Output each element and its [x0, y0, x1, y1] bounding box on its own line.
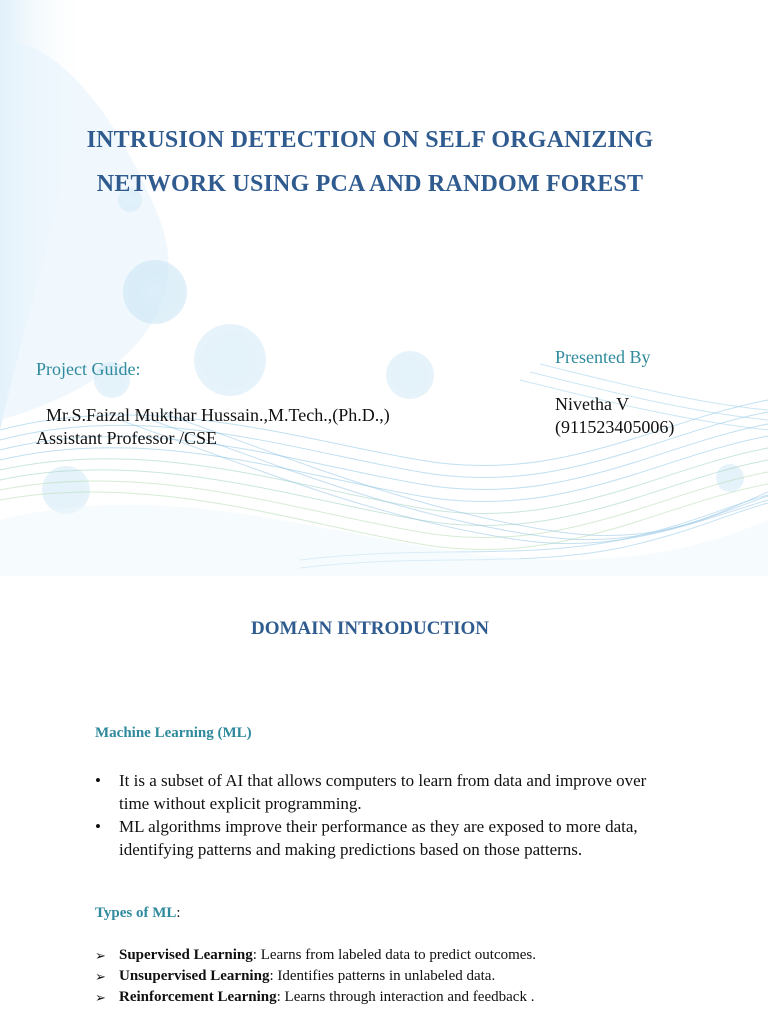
- project-guide-label: Project Guide:: [36, 359, 141, 379]
- types-heading-colon: :: [176, 905, 181, 921]
- bullet-icon: •: [95, 771, 101, 790]
- bullet-icon: •: [95, 817, 101, 836]
- arrow-bullet-icon: ➢: [95, 948, 106, 963]
- type-desc: : Learns from labeled data to predict outcomes.: [252, 947, 537, 963]
- type-name: Reinforcement Learning: [119, 989, 277, 1005]
- list-item: [95, 945, 695, 966]
- guide-name: Mr.S.Faizal Mukthar Hussain.,M.Tech.,(Ph.D.,): [46, 405, 390, 425]
- presenter-name: Nivetha V: [555, 394, 630, 414]
- bubble: [386, 351, 434, 399]
- guide-role: Assistant Professor /CSE: [36, 428, 218, 448]
- type-desc: : Identifies patterns in unlabeled data.: [269, 968, 496, 984]
- type-name: Supervised Learning: [119, 947, 253, 963]
- bubble: [123, 260, 187, 324]
- bullet-text: It is a subset of AI that allows computers to learn from data and improve over time without explicit programming.: [119, 771, 647, 813]
- type-name: Unsupervised Learning: [119, 968, 270, 984]
- arrow-bullet-icon: ➢: [95, 990, 106, 1005]
- section-heading: DOMAIN INTRODUCTION: [250, 618, 490, 639]
- slide-title-line-2: NETWORK USING PCA AND RANDOM FOREST: [96, 171, 644, 197]
- types-heading-label: Types of ML: [95, 905, 177, 921]
- types-heading: [95, 905, 181, 922]
- bubble: [194, 324, 266, 396]
- list-item: [95, 987, 695, 1008]
- slide-title-line-1: INTRUSION DETECTION ON SELF ORGANIZING: [86, 127, 654, 153]
- ml-subheading: Machine Learning (ML): [95, 725, 252, 741]
- list-item: [95, 815, 655, 861]
- bullet-text: ML algorithms improve their performance as they are exposed to more data, identifying patterns and making predictions based on those patterns.: [119, 817, 638, 859]
- list-item: [95, 769, 655, 815]
- domain-intro-slide: [0, 576, 768, 1024]
- list-item: [95, 966, 695, 987]
- arrow-bullet-icon: ➢: [95, 969, 106, 984]
- types-list: [95, 945, 695, 1008]
- ml-bullet-list: [95, 769, 655, 861]
- presented-by-label: Presented By: [555, 347, 651, 367]
- type-desc: : Learns through interaction and feedback .: [276, 989, 535, 1005]
- presenter-id: (911523405006): [555, 417, 675, 437]
